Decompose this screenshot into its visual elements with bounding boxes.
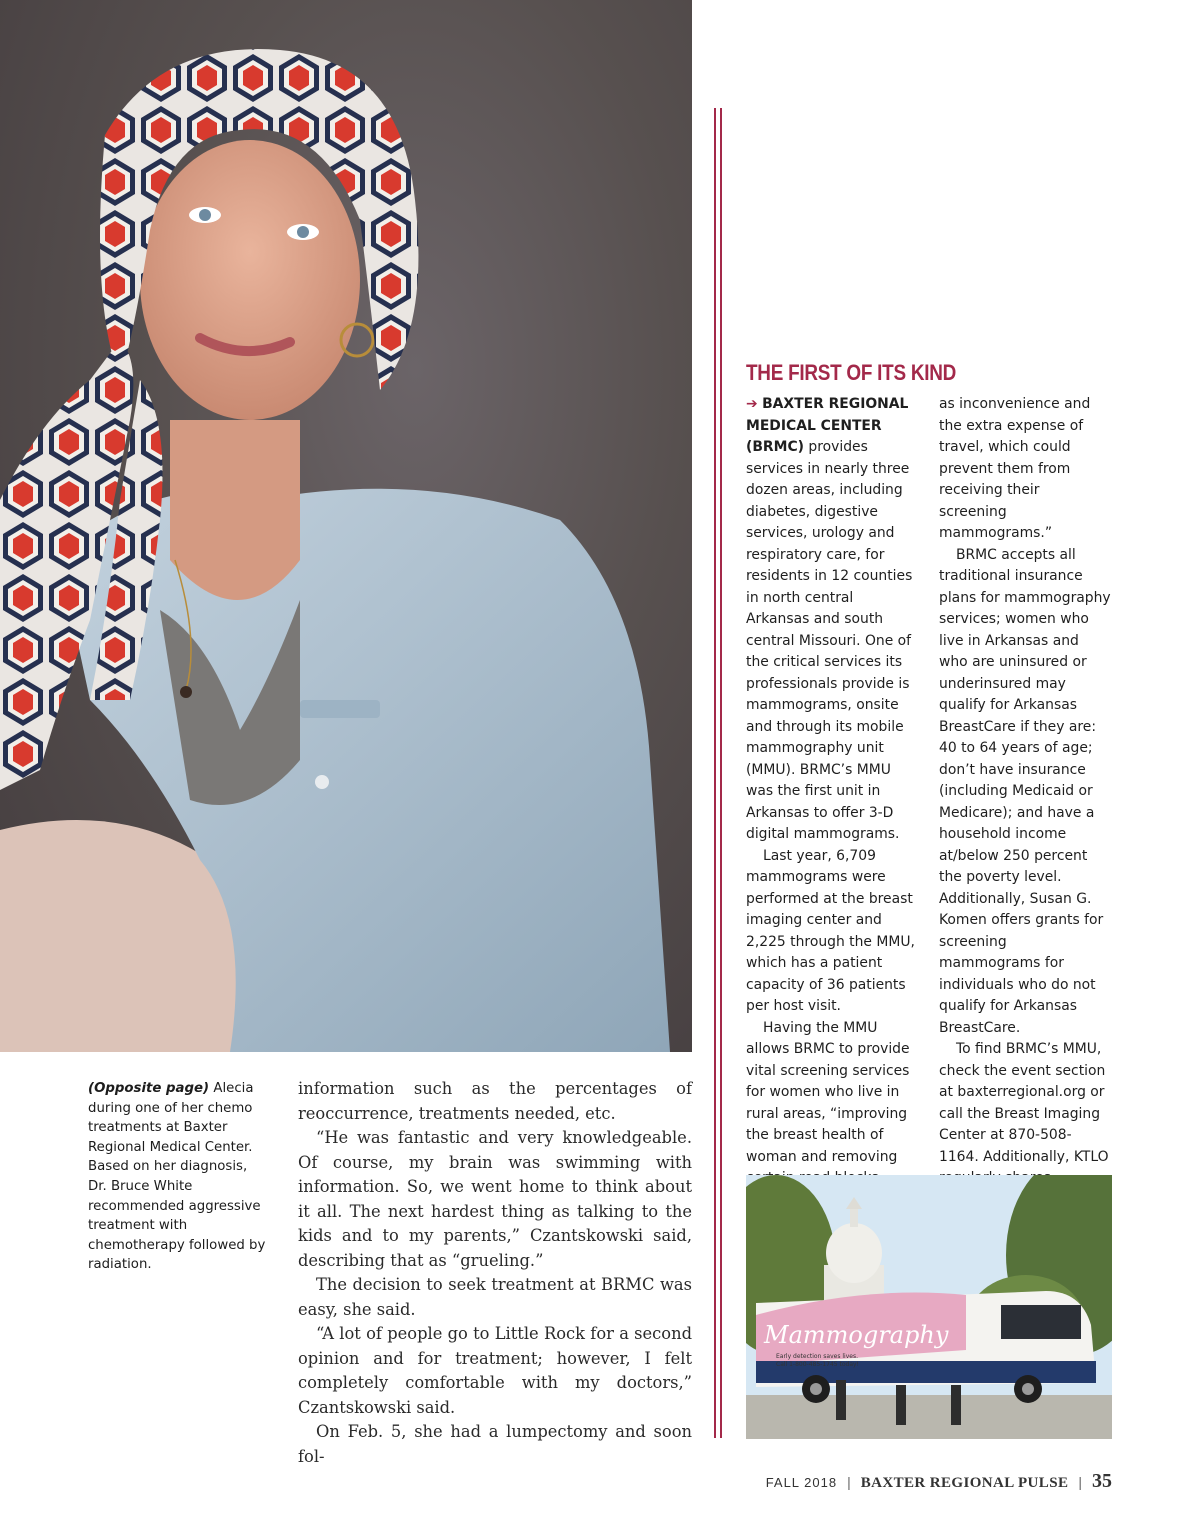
sidebar-paragraph: Last year, 6,709 mammograms were performed at the breast imaging center and 2,225 through the MMU, which has a patient capacity of 36 patients per host visit. xyxy=(746,847,915,1014)
bus-tagline-2: Call 1-800-485-1745 today! xyxy=(776,1361,859,1368)
footer-separator: | xyxy=(847,1474,851,1490)
sidebar-rule xyxy=(720,108,722,1438)
body-paragraph: The decision to seek treatment at BRMC was easy, she said. xyxy=(298,1275,692,1319)
bus-title: Mammography xyxy=(764,1321,949,1349)
body-paragraph: information such as the percentages of reoccurrence, treatments needed, etc. xyxy=(298,1079,692,1123)
portrait-illustration xyxy=(0,0,692,1052)
footer-separator: | xyxy=(1078,1474,1082,1490)
sidebar-rule xyxy=(714,108,716,1438)
caption-text: Alecia during one of her chemo treatments at Baxter Regional Medical Center. Based on her diagnosis, Dr. Bruce White recommended aggressive treatment with chemotherapy followed by radiation. xyxy=(88,1081,266,1273)
right-arrow-icon: ➔ xyxy=(746,396,758,412)
photo-caption xyxy=(88,1079,268,1275)
sidebar-paragraph: Having the MMU allows BRMC to provide vital screening services for women who live in rural areas, “improving the breast health of woman and removing xyxy=(746,1019,910,1165)
sidebar-paragraph: as inconvenience and the extra expense of travel, which could prevent them from receiving their screening mammograms.” xyxy=(939,396,1091,541)
sidebar-paragraph: To find BRMC’s MMU, check the event section at baxterregional.org or call the Breast Imaging Center at 870-508-1164. Additionally, KTLO xyxy=(939,1041,1109,1165)
sidebar-paragraph xyxy=(746,394,918,846)
magazine-name: BAXTER REGIONAL PULSE xyxy=(860,1475,1069,1491)
sidebar-column-2 xyxy=(939,394,1111,1233)
body-paragraph: On Feb. 5, she had a lumpectomy and soon fol- xyxy=(298,1422,692,1466)
mobile-mammography-photo xyxy=(746,1175,1112,1439)
portrait-photo xyxy=(0,0,692,1052)
body-paragraph: “He was fantastic and very knowledgeable. Of course, my brain was swimming with information. So, we went home to think about it all. The next hardest thing as talking to the kids and to my parents,” Czantskowski said, describing that as “grueling.” xyxy=(298,1128,692,1270)
sidebar-column-1 xyxy=(746,394,918,1211)
sidebar-text: provides services in nearly three dozen areas, including diabetes, digestive services, urology and respiratory care, for residents in 12 counties in north central Arkansas and south central Missouri. One of the critical services its professionals provide is mammograms, onsite and through its mobile mammography unit (MMU). BRMC’s MMU was the first unit in Arkansas to offer 3-D digital mammograms. xyxy=(746,439,913,842)
issue-date: FALL 2018 xyxy=(765,1475,838,1490)
mmu-illustration xyxy=(746,1175,1112,1439)
page-footer xyxy=(766,1470,1112,1493)
sidebar-paragraph: BRMC accepts all traditional insurance plans for mammography services; women who live in Arkansas and who are uninsured or underinsured may qualify for Arkansas BreastCare if they are: 40 to 64 years of age; don’t have insurance (including Medicaid or Medicare); and have a household income at/below 250 percent the poverty level. Additionally, Susan G. Komen offers grants for screening mammograms for individuals who do not qualify for Arkansas BreastCare. xyxy=(939,546,1111,1036)
bus-tagline-1: Early detection saves lives. xyxy=(776,1353,858,1360)
sidebar-title: THE FIRST OF ITS KIND xyxy=(746,360,957,385)
article-body xyxy=(298,1077,692,1469)
sidebar-lead: BAXTER REGIONAL MEDICAL CENTER (BRMC) xyxy=(746,396,909,455)
page-number: 35 xyxy=(1092,1470,1112,1492)
body-paragraph: “A lot of people go to Little Rock for a second opinion and for treatment; however, I felt completely comfortable with my doctors,” Czantskowski said. xyxy=(298,1324,692,1417)
caption-lead: (Opposite page) xyxy=(88,1081,210,1096)
